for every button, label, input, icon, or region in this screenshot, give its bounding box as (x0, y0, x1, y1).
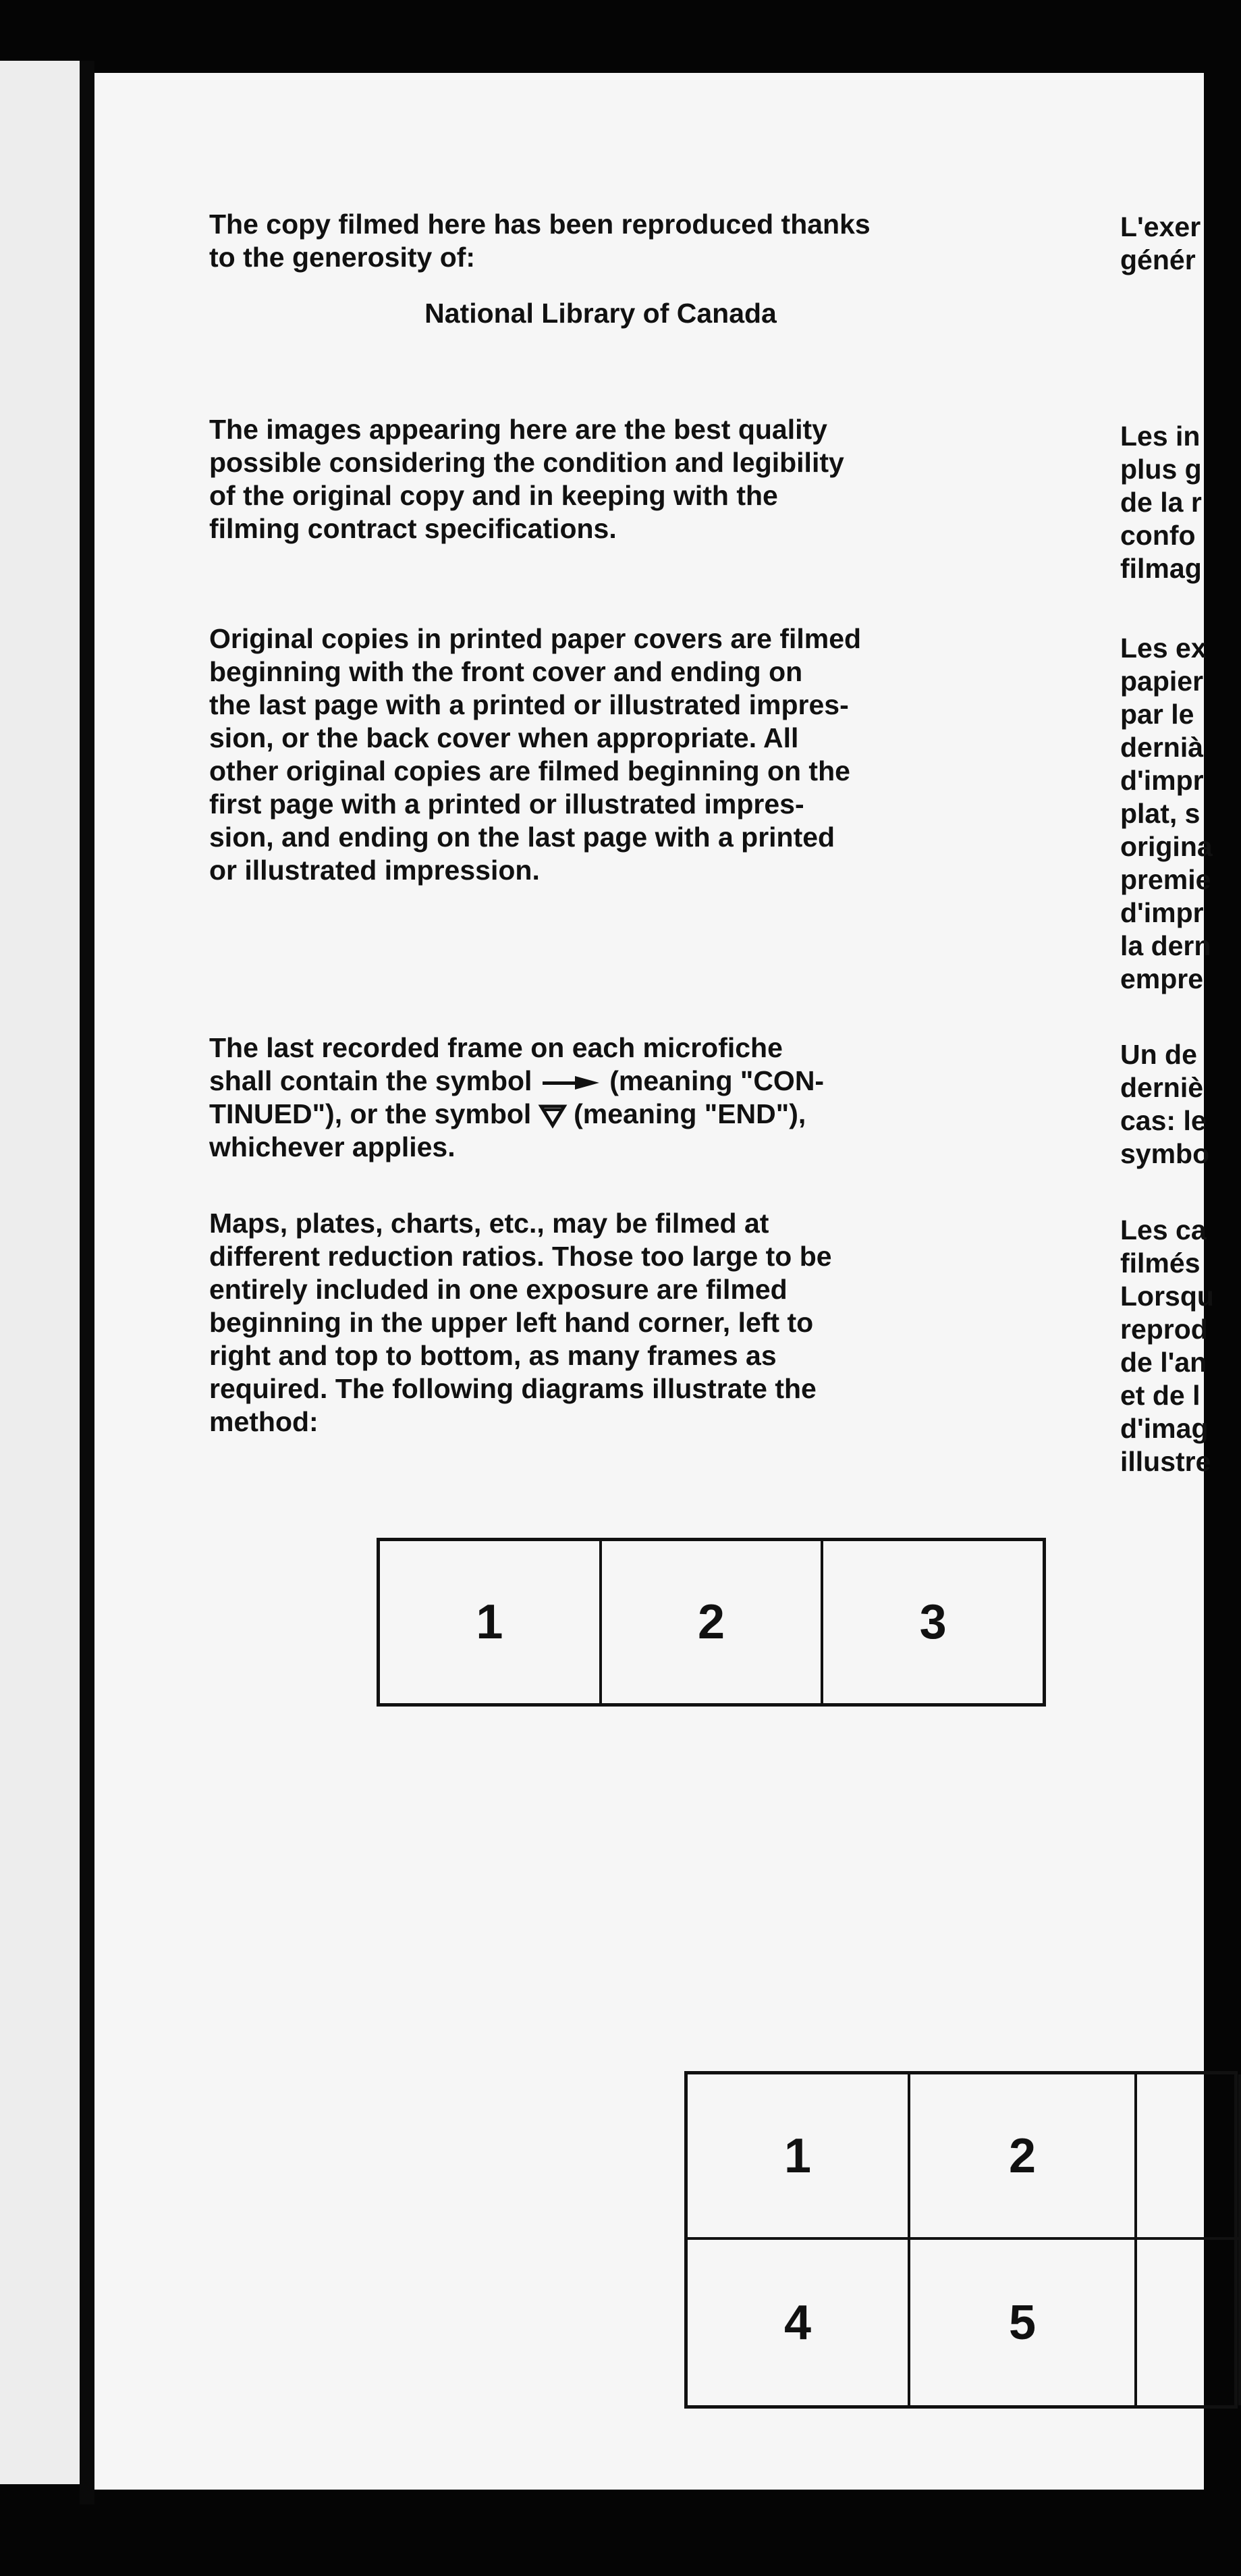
french-line: d'impr (1120, 765, 1204, 796)
french-line: Les ex (1120, 633, 1207, 664)
symbols-text: TINUED"), or the symbol (209, 1098, 532, 1129)
copy-note (209, 208, 992, 274)
french-line: illustre (1120, 1446, 1211, 1477)
french-line: plus g (1120, 454, 1202, 485)
french-line: Lorsqu (1120, 1281, 1214, 1312)
french-line: de la r (1120, 487, 1202, 518)
french-line: cas: le (1120, 1105, 1207, 1136)
frame-cell: 2 (910, 2074, 1137, 2240)
french-line: Un de (1120, 1039, 1197, 1070)
maps-note-line: entirely included in one exposure are filmed (209, 1274, 788, 1305)
french-line: d'impr (1120, 897, 1204, 928)
quality-note (209, 413, 992, 545)
french-line: et de l (1120, 1380, 1201, 1411)
original-copies-line: Original copies in printed paper covers are filmed (209, 623, 862, 654)
document-page (94, 73, 1214, 2490)
institution-line: National Library of Canada (424, 298, 777, 329)
french-paragraph (1120, 1038, 1210, 1171)
maps-note-line: method: (209, 1406, 319, 1437)
french-line: d'imag (1120, 1413, 1209, 1444)
original-copies-line: other original copies are filmed beginning on the (209, 755, 850, 786)
maps-note (209, 1207, 992, 1439)
copy-note-line: The copy filmed here has been reproduced thanks (209, 209, 871, 240)
symbols-text: (meaning "CON- (609, 1065, 825, 1096)
french-line: origina (1120, 831, 1213, 862)
symbols-line: The last recorded frame on each microfiche (209, 1032, 783, 1063)
symbols-line: whichever applies. (209, 1131, 456, 1162)
original-copies-line: beginning with the front cover and ending on (209, 656, 803, 687)
frame-cell: 1 (688, 2074, 910, 2240)
frame-cell (1137, 2074, 1241, 2240)
quality-note-line: filming contract specifications. (209, 513, 617, 544)
frame-strip-diagram (377, 1538, 1046, 1707)
continued-arrow-icon (540, 1075, 602, 1091)
symbols-line (209, 1098, 992, 1131)
french-paragraph (1120, 1214, 1214, 1478)
french-line: confo (1120, 520, 1196, 551)
french-line: premie (1120, 864, 1211, 895)
french-paragraph (1120, 420, 1204, 585)
original-copies-line: the last page with a printed or illustrated impres- (209, 689, 849, 720)
quality-note-line: of the original copy and in keeping with the (209, 480, 778, 511)
french-line: papier (1120, 666, 1204, 697)
quality-note-line: The images appearing here are the best quality (209, 414, 827, 445)
french-line: derniè (1120, 1072, 1204, 1103)
symbols-text: (meaning "END"), (574, 1098, 806, 1129)
frame-cell: 4 (688, 2240, 910, 2405)
french-line: la dern (1120, 930, 1211, 961)
french-line: génér (1120, 244, 1196, 275)
french-line: filmés (1120, 1247, 1201, 1279)
symbols-line (209, 1065, 992, 1098)
frame-cell: 3 (919, 1595, 947, 1649)
french-line: Les ca (1120, 1214, 1207, 1245)
end-triangle-icon (539, 1104, 566, 1127)
french-line: symbo (1120, 1138, 1210, 1169)
frame-cell (1137, 2240, 1241, 2405)
frame-grid-diagram (684, 2071, 1238, 2409)
quality-note-line: possible considering the condition and legibility (209, 447, 844, 478)
french-line: plat, s (1120, 798, 1201, 829)
french-line: Les in (1120, 421, 1201, 452)
french-line: L'exer (1120, 211, 1201, 242)
french-line: par le (1120, 699, 1194, 730)
original-copies-note (209, 622, 992, 887)
french-line: empre (1120, 963, 1204, 994)
maps-note-line: right and top to bottom, as many frames as (209, 1340, 777, 1371)
french-line: filmag (1120, 553, 1202, 584)
frame-cell: 2 (602, 1541, 824, 1703)
symbols-text: shall contain the symbol (209, 1065, 532, 1096)
original-copies-line: sion, or the back cover when appropriate. All (209, 722, 799, 753)
institution-name (209, 297, 992, 330)
maps-note-line: different reduction ratios. Those too large to be (209, 1241, 832, 1272)
maps-note-line: Maps, plates, charts, etc., may be filmed at (209, 1208, 769, 1239)
original-copies-line: first page with a printed or illustrated impres- (209, 788, 804, 820)
symbols-note (209, 1031, 992, 1164)
original-copies-line: sion, and ending on the last page with a printed (209, 822, 835, 853)
frame-cell: 1 (380, 1541, 602, 1703)
original-copies-line: or illustrated impression. (209, 855, 540, 886)
french-paragraph (1120, 632, 1213, 996)
maps-note-line: required. The following diagrams illustrate the (209, 1373, 817, 1404)
copy-note-line: to the generosity of: (209, 242, 476, 273)
frame-cell: 5 (910, 2240, 1137, 2405)
maps-note-line: beginning in the upper left hand corner, left to (209, 1307, 814, 1338)
french-paragraph (1120, 211, 1204, 277)
previous-page-strip (0, 61, 81, 2484)
french-line: dernià (1120, 732, 1204, 763)
french-line: de l'an (1120, 1347, 1207, 1378)
french-line: reprod (1120, 1314, 1208, 1345)
page-gutter (80, 61, 94, 2504)
